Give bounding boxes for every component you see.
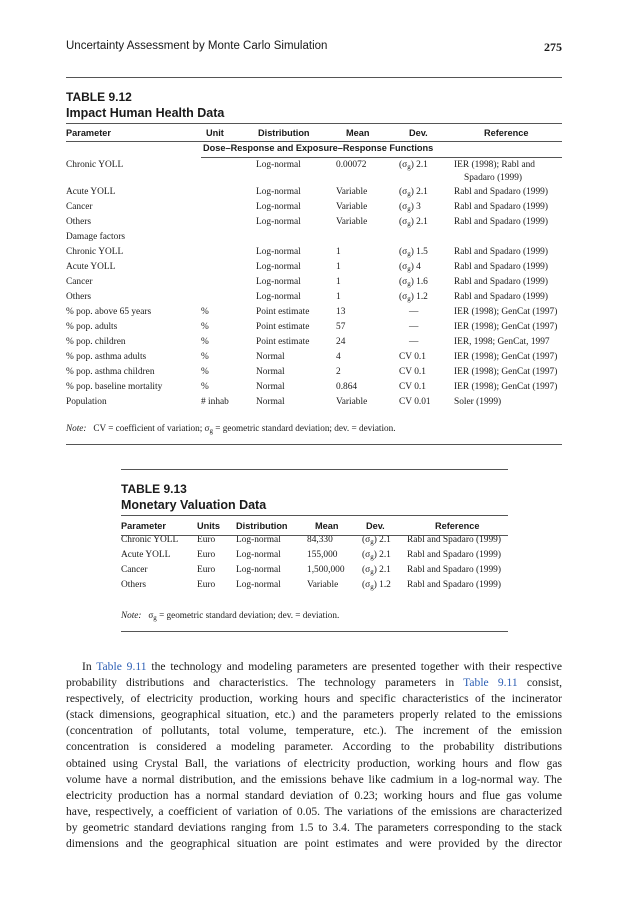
cell-param: Others [121,580,146,590]
dev-value: CV 0.1 [399,367,426,377]
body-line [66,691,562,707]
cell-param: Others [66,292,91,302]
body-text: (concentration of pollutants, total volume, temperature, etc.). The increment of the emission [66,724,562,738]
cell-dist: Log-normal [256,277,301,287]
table1 [66,125,562,411]
ref-text: IER (1998); GenCat (1997) [454,352,558,362]
ref-text: Rabl and Spadaro (1999) [454,202,548,212]
body-text: the technology and modeling parameters are presented together with their respective [146,660,562,673]
cell-dev [399,159,454,186]
cell-mean: 0.00072 [336,160,367,170]
running-title: Uncertainty Assessment by Monte Carlo Simulation [66,40,328,52]
table-row [66,336,562,351]
cell-mean: 84,330 [307,535,333,545]
cell-dist: Log-normal [236,580,281,590]
cell-param: % pop. asthma children [66,367,155,377]
table1-header-rule [66,141,562,142]
cell-ref [454,159,562,186]
col-header: Dev. [366,521,385,531]
cell-dev [399,336,454,351]
ref-text: Rabl and Spadaro (1999) [454,187,548,197]
cell-mean: Variable [336,217,368,227]
cell-unit: % [201,307,209,317]
dev-value: CV 0.1 [399,352,426,362]
dev-value: ) 3 [410,202,421,212]
body-text: dimensions and the geographical situation are point estimates and were provided by the director [66,837,562,851]
body-text: respectively, of electricity production, working hours and specific characteristics of the incinerator [66,692,562,706]
cell-param: % pop. children [66,337,126,347]
cell-ref [454,351,562,366]
table-row [66,246,562,261]
dev-value: — [409,337,419,347]
dev-prefix: (σ [399,277,408,287]
cell-unit: % [201,367,209,377]
cell-dist [256,231,336,246]
dev-prefix: (σ [362,535,371,545]
table-row [66,159,562,186]
table-row [121,534,508,549]
cell-ref [454,246,562,261]
dev-value: — [409,322,419,332]
col-header: Reference [435,521,480,531]
cell-param: Others [66,217,91,227]
ref-text: Rabl and Spadaro (1999) [407,535,501,545]
ref-text: Rabl and Spadaro (1999) [454,262,548,272]
table2 [121,518,508,594]
cell-dist: Log-normal [256,202,301,212]
cell-ref [454,216,562,231]
dev-prefix: (σ [362,580,371,590]
dev-prefix: (σ [362,565,371,575]
cell-dev [399,306,454,321]
cell-param: % pop. baseline mortality [66,382,163,392]
cell-ref [407,534,508,549]
body-line [66,836,562,852]
body-text: electricity production has a normal standard deviation of 0.23; working hours and flue gas volume [66,788,562,802]
dev-prefix: (σ [399,262,408,272]
table2-top-outer-rule [121,469,508,470]
table2-caption: Monetary Valuation Data [121,498,267,512]
body-text: volume have a normal distribution, and the emissions behave like cadmium in a log-normal way. The [66,772,562,786]
col-header: Mean [315,521,339,531]
cell-mean: 4 [336,352,341,362]
body-line [66,756,562,772]
ref-text-cont: Spadaro (1999) [464,173,523,183]
body-text: obtained using Crystal Ball, the variations of electricity production, working hours and flow gas [66,756,562,770]
body-line [66,739,562,755]
table-reference-link[interactable]: Table 9.11 [96,660,147,673]
body-text: concentration is considered a modeling parameter. According to the probability distributions [66,740,562,754]
cell-mean: 1 [336,262,341,272]
col-header: Mean [346,128,370,138]
cell-unit: Euro [197,565,216,575]
cell-ref [407,549,508,564]
cell-dist: Point estimate [256,337,310,347]
body-line [66,772,562,788]
cell-mean: Variable [336,397,368,407]
table2-header-row [121,518,508,534]
table-row [66,186,562,201]
table-row [66,216,562,231]
body-line [66,723,562,739]
cell-unit [201,201,256,216]
ref-text: Rabl and Spadaro (1999) [407,550,501,560]
body-line [66,804,562,820]
cell-dev [399,261,454,276]
dev-value: ) 2.1 [373,565,391,575]
header-rule [66,77,562,78]
ref-text: Rabl and Spadaro (1999) [407,580,501,590]
dev-value: ) 1.5 [410,247,428,257]
cell-ref [454,291,562,306]
cell-unit [201,186,256,201]
table-row [66,231,562,246]
cell-dist: Log-normal [256,160,301,170]
cell-dist: Normal [256,367,285,377]
table2-bottom-rule [121,631,508,632]
cell-mean: 57 [336,322,346,332]
table-row [66,306,562,321]
cell-unit: % [201,352,209,362]
ref-text: Rabl and Spadaro (1999) [454,292,548,302]
body-text: consist, [517,676,562,690]
body-text: probability distributions and characteristics. The technology parameters in [66,676,464,690]
cell-dev [362,579,407,594]
dev-value: ) 1.2 [373,580,391,590]
cell-ref [454,306,562,321]
dev-value: ) 2.1 [410,187,428,197]
cell-unit: % [201,337,209,347]
table1-section-rule [201,157,562,158]
cell-dev [399,366,454,381]
dev-value: CV 0.1 [399,382,426,392]
ref-text: Rabl and Spadaro (1999) [454,247,548,257]
cell-unit [201,231,256,246]
cell-param: Cancer [66,202,93,212]
dev-subscript: g [407,295,411,303]
dev-subscript: g [407,250,411,258]
dev-subscript: g [407,265,411,273]
cell-dist: Log-normal [256,187,301,197]
dev-value: ) 2.1 [373,550,391,560]
cell-dev [399,351,454,366]
cell-ref [454,336,562,351]
table1-top-rule [66,123,562,124]
col-header: Distribution [236,521,288,531]
table-row [66,261,562,276]
cell-ref [454,396,562,411]
cell-dev [399,186,454,201]
table2-label: TABLE 9.13 [121,482,187,496]
ref-text: IER (1998); GenCat (1997) [454,382,558,392]
col-header: Dev. [409,128,428,138]
ref-text: IER (1998); Rabl and [454,160,535,170]
cell-unit: Euro [197,550,216,560]
cell-mean: 1 [336,277,341,287]
table-row [121,549,508,564]
body-text: In [82,660,97,673]
cell-unit: Euro [197,580,216,590]
body-line [66,675,562,691]
cell-mean: 1,500,000 [307,565,345,575]
note-text: = geometric standard deviation; dev. = deviation. [156,610,340,620]
col-header: Units [197,521,220,531]
body-paragraph [66,659,562,852]
cell-dev [399,381,454,396]
dev-prefix: (σ [399,217,408,227]
table-row [121,579,508,594]
dev-subscript: g [407,280,411,288]
dev-value: — [409,307,419,317]
cell-unit: % [201,382,209,392]
dev-prefix: (σ [399,292,408,302]
cell-param: Population [66,397,107,407]
cell-dev [399,291,454,306]
dev-subscript: g [407,163,411,171]
cell-unit [201,246,256,261]
ref-text: IER, 1998; GenCat, 1997 [454,337,550,347]
cell-ref [454,321,562,336]
cell-ref [407,564,508,579]
cell-param: Acute YOLL [66,262,116,272]
cell-unit [201,261,256,276]
table1-section-heading: Dose–Response and Exposure–Response Functions [203,143,434,153]
dev-value: CV 0.01 [399,397,431,407]
dev-subscript: g [407,205,411,213]
cell-unit [201,159,256,186]
dev-subscript: g [370,538,374,546]
cell-mean: 0.864 [336,382,358,392]
dev-value: ) 2.1 [410,160,428,170]
cell-ref [454,231,562,246]
cell-dist: Log-normal [256,292,301,302]
body-text: by geometric standard deviations ranging from 1.5 to 3.4. The parameters corresponding to the stack [66,820,562,834]
cell-ref [454,186,562,201]
cell-dist: Log-normal [236,550,281,560]
cell-dev [399,231,454,246]
cell-dev [362,564,407,579]
table-row [121,564,508,579]
col-header: Parameter [66,128,111,138]
note-subscript: g [209,427,213,435]
cell-unit: Euro [197,535,216,545]
cell-dev [399,246,454,261]
note-text: σ [148,610,154,620]
cell-dist: Log-normal [236,565,281,575]
cell-dist: Log-normal [256,217,301,227]
body-line [66,659,562,675]
cell-dist: Point estimate [256,322,310,332]
cell-mean: 155,000 [307,550,338,560]
cell-mean: 13 [336,307,346,317]
table1-caption: Impact Human Health Data [66,106,225,120]
cell-dist: Log-normal [256,247,301,257]
col-header: Reference [484,128,529,138]
col-header: Parameter [121,521,166,531]
cell-mean: Variable [336,202,368,212]
note-text: = geometric standard deviation; dev. = deviation. [213,423,396,433]
dev-subscript: g [407,190,411,198]
table2-top-rule [121,515,508,516]
table-row [66,366,562,381]
cell-mean: 1 [336,292,341,302]
cell-param: % pop. above 65 years [66,307,152,317]
cell-dev [399,216,454,231]
dev-subscript: g [370,568,374,576]
cell-mean: 24 [336,337,346,347]
dev-value: ) 4 [410,262,421,272]
body-text: have, respectively, a coefficient of variation of 0.05. The variations of the emissions are characterized [66,804,562,818]
table1-note [66,423,396,435]
cell-dist: Point estimate [256,307,310,317]
dev-value: ) 1.6 [410,277,428,287]
note-subscript: g [153,614,157,622]
cell-param: Acute YOLL [121,550,171,560]
cell-ref [454,381,562,396]
ref-text: IER (1998); GenCat (1997) [454,307,558,317]
dev-prefix: (σ [399,247,408,257]
cell-mean: 1 [336,247,341,257]
ref-text: Rabl and Spadaro (1999) [454,277,548,287]
cell-param: Chronic YOLL [121,535,179,545]
ref-text: Rabl and Spadaro (1999) [407,565,501,575]
cell-param: Cancer [66,277,93,287]
cell-ref [454,201,562,216]
cell-dev [362,534,407,549]
dev-subscript: g [370,583,374,591]
body-line [66,820,562,836]
note-label: Note: [66,423,87,433]
cell-dist: Normal [256,352,285,362]
ref-text: IER (1998); GenCat (1997) [454,322,558,332]
table1-header-row [66,125,562,141]
cell-dist: Normal [256,382,285,392]
dev-prefix: (σ [399,160,408,170]
cell-unit [201,276,256,291]
cell-dev [399,276,454,291]
cell-dev [399,321,454,336]
cell-mean: Variable [336,187,368,197]
cell-unit [201,216,256,231]
table-row [66,201,562,216]
dev-prefix: (σ [362,550,371,560]
cell-dist: Log-normal [236,535,281,545]
table-row [66,276,562,291]
table1-bottom-rule [66,444,562,445]
cell-unit [201,291,256,306]
cell-param: Acute YOLL [66,187,116,197]
col-header: Distribution [258,128,310,138]
cell-mean: Variable [307,580,339,590]
table-reference-link[interactable]: Table 9.11 [463,676,518,690]
cell-mean [336,231,399,246]
cell-ref [454,261,562,276]
ref-text: IER (1998); GenCat (1997) [454,367,558,377]
cell-param: % pop. adults [66,322,118,332]
dev-subscript: g [407,220,411,228]
cell-unit: # inhab [201,397,229,407]
body-text: (stack dimensions, geographical situation, etc.) and the parameters properly related to the emissions [66,708,562,722]
note-label: Note: [121,610,142,620]
cell-ref [454,276,562,291]
dev-prefix: (σ [399,202,408,212]
cell-ref [407,579,508,594]
table1-label: TABLE 9.12 [66,90,132,104]
cell-dist: Log-normal [256,262,301,272]
cell-ref [454,366,562,381]
table-row [66,291,562,306]
cell-mean: 2 [336,367,341,377]
dev-subscript: g [370,553,374,561]
cell-param: Chronic YOLL [66,247,124,257]
dev-value: ) 2.1 [373,535,391,545]
body-line [66,788,562,804]
col-header: Unit [206,128,224,138]
dev-prefix: (σ [399,187,408,197]
table-row [66,381,562,396]
page-number: 275 [544,40,562,54]
table-row [66,396,562,411]
cell-unit: % [201,322,209,332]
dev-value: ) 1.2 [410,292,428,302]
cell-dev [399,201,454,216]
table-row [66,351,562,366]
cell-dev [362,549,407,564]
ref-text: Soler (1999) [454,397,502,407]
cell-param: Cancer [121,565,148,575]
cell-param: Damage factors [66,232,126,242]
cell-param: Chronic YOLL [66,160,124,170]
table-row [66,321,562,336]
body-line [66,707,562,723]
table2-note [121,610,339,622]
table2-header-rule [121,535,508,536]
ref-text: Rabl and Spadaro (1999) [454,217,548,227]
cell-param: % pop. asthma adults [66,352,147,362]
cell-dist: Normal [256,397,285,407]
cell-dev [399,396,454,411]
dev-value: ) 2.1 [410,217,428,227]
note-text: CV = coefficient of variation; σ [93,423,210,433]
